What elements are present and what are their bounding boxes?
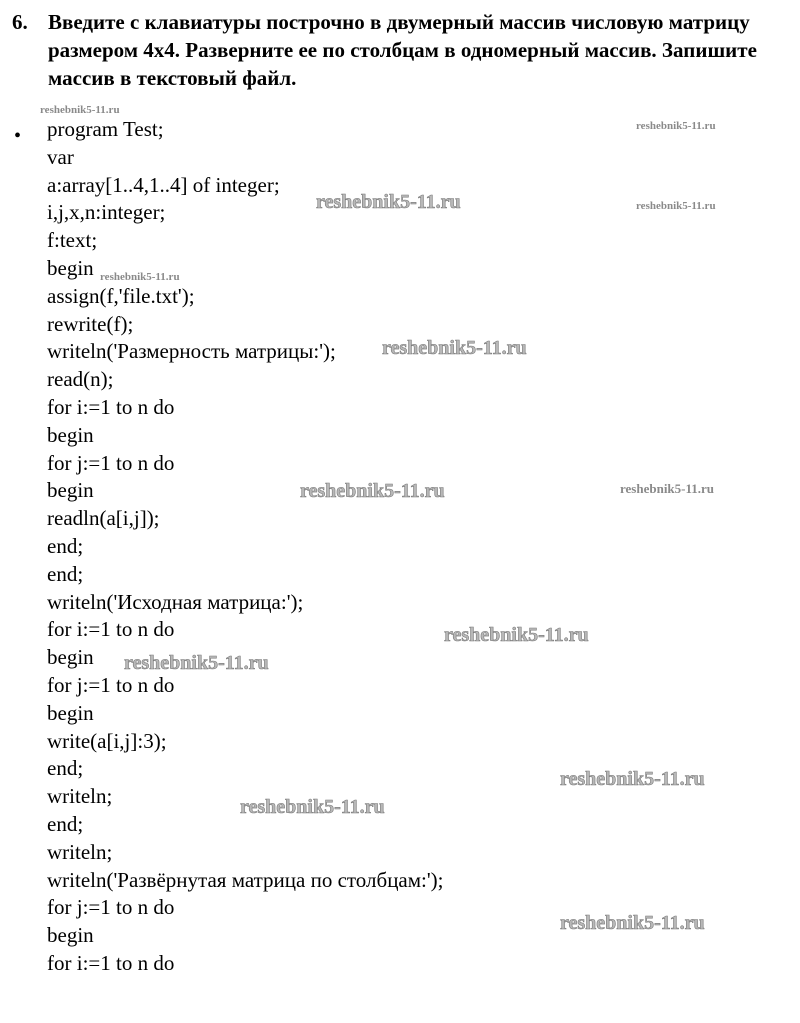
code-line: var — [47, 144, 74, 169]
code-line: begin — [47, 645, 94, 670]
watermark: reshebnik5-11.ru — [100, 271, 180, 283]
task-statement — [12, 8, 782, 92]
code-line: end; — [47, 811, 84, 836]
code-line: for i:=1 to n do — [47, 394, 175, 419]
code-line: begin — [47, 255, 94, 280]
code-line: i,j,x,n:integer; — [47, 200, 166, 225]
code-line: a:array[1..4,1..4] of integer; — [47, 172, 280, 197]
code-line: for j:=1 to n do — [47, 672, 175, 697]
task-number: 6. — [12, 10, 28, 34]
code-listing — [47, 116, 444, 978]
code-line: end; — [47, 561, 84, 586]
code-line: begin — [47, 700, 94, 725]
watermark: reshebnik5-11.ru — [300, 480, 445, 502]
code-line: for j:=1 to n do — [47, 895, 175, 920]
code-line: begin — [47, 478, 94, 503]
task-text: Введите с клавиатуры построчно в двумерный массив числовую матрицу размером 4х4. Разверните ее по столбцам в одномерный массив. Запишите массив в текстовый файл. — [48, 10, 757, 90]
code-line: f:text; — [47, 228, 98, 253]
code-line: rewrite(f); — [47, 311, 134, 336]
bullet-icon: • — [14, 125, 22, 147]
code-line: end; — [47, 533, 84, 558]
code-line: assign(f,'file.txt'); — [47, 283, 195, 308]
watermark: reshebnik5-11.ru — [636, 120, 716, 132]
code-line: writeln('Размерность матрицы:'); — [47, 339, 336, 364]
code-line: program Test; — [47, 117, 164, 141]
code-line: for j:=1 to n do — [47, 450, 175, 475]
watermark: reshebnik5-11.ru — [620, 481, 715, 496]
code-line: begin — [47, 923, 94, 948]
code-line: write(a[i,j]:3); — [47, 728, 167, 753]
watermark: reshebnik5-11.ru — [240, 796, 385, 818]
code-line: end; — [47, 756, 84, 781]
watermark: reshebnik5-11.ru — [40, 104, 120, 116]
watermark: reshebnik5-11.ru — [124, 652, 269, 674]
watermark: reshebnik5-11.ru — [382, 337, 527, 359]
watermark: reshebnik5-11.ru — [560, 912, 705, 934]
code-line: for i:=1 to n do — [47, 617, 175, 642]
watermark: reshebnik5-11.ru — [316, 191, 461, 213]
code-line: writeln; — [47, 784, 113, 809]
watermark: reshebnik5-11.ru — [560, 768, 705, 790]
code-line: writeln('Развёрнутая матрица по столбцам:'); — [47, 867, 444, 892]
code-line: for i:=1 to n do — [47, 950, 175, 975]
code-line: begin — [47, 422, 94, 447]
code-line: writeln('Исходная матрица:'); — [47, 589, 304, 614]
code-line: writeln; — [47, 839, 113, 864]
watermark: reshebnik5-11.ru — [636, 200, 716, 212]
code-line: read(n); — [47, 367, 114, 392]
code-line: readln(a[i,j]); — [47, 506, 160, 531]
watermark: reshebnik5-11.ru — [444, 624, 589, 646]
